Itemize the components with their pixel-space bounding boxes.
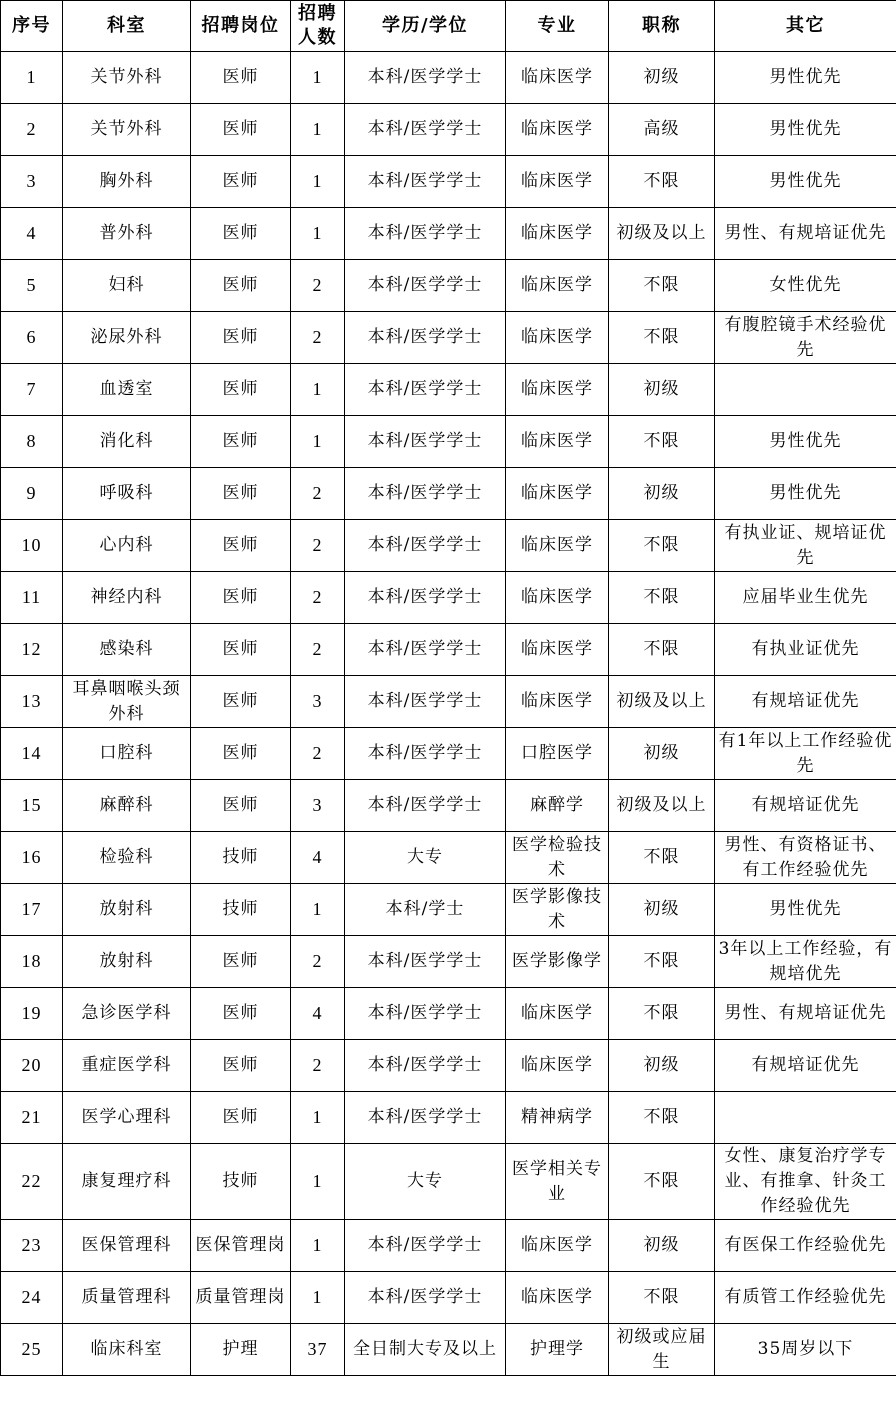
- cell-department: 关节外科: [63, 104, 191, 156]
- cell-department: 急诊医学科: [63, 988, 191, 1040]
- cell-seq: 17: [1, 884, 63, 936]
- cell-seq: 20: [1, 1040, 63, 1092]
- cell-major: 临床医学: [506, 364, 609, 416]
- cell-department: 质量管理科: [63, 1272, 191, 1324]
- table-row: [1, 520, 896, 572]
- cell-headcount: 1: [291, 52, 345, 104]
- cell-department: 检验科: [63, 832, 191, 884]
- cell-title: 初级: [609, 1220, 715, 1272]
- cell-title: 不限: [609, 988, 715, 1040]
- cell-headcount: 2: [291, 312, 345, 364]
- cell-position: 医师: [191, 104, 291, 156]
- cell-position: 医师: [191, 1040, 291, 1092]
- header-title: 职称: [609, 1, 715, 52]
- cell-seq: 14: [1, 728, 63, 780]
- cell-department: 血透室: [63, 364, 191, 416]
- cell-department: 心内科: [63, 520, 191, 572]
- cell-seq: 21: [1, 1092, 63, 1144]
- cell-headcount: 2: [291, 572, 345, 624]
- table-row: [1, 416, 896, 468]
- cell-title: 不限: [609, 260, 715, 312]
- cell-department: 康复理疗科: [63, 1144, 191, 1220]
- cell-seq: 13: [1, 676, 63, 728]
- cell-other: [715, 1092, 896, 1144]
- cell-seq: 16: [1, 832, 63, 884]
- cell-major: 临床医学: [506, 312, 609, 364]
- cell-other: 有规培证优先: [715, 676, 896, 728]
- cell-other: 男性优先: [715, 156, 896, 208]
- cell-headcount: 2: [291, 520, 345, 572]
- cell-department: 医保管理科: [63, 1220, 191, 1272]
- cell-title: 不限: [609, 1092, 715, 1144]
- cell-headcount: 1: [291, 208, 345, 260]
- cell-headcount: 1: [291, 416, 345, 468]
- cell-education: 本科/医学学士: [345, 52, 506, 104]
- cell-department: 临床科室: [63, 1324, 191, 1376]
- table-header-row: [1, 1, 896, 52]
- table-row: [1, 780, 896, 832]
- table-row: [1, 52, 896, 104]
- cell-education: 本科/学士: [345, 884, 506, 936]
- cell-seq: 22: [1, 1144, 63, 1220]
- table-row: [1, 936, 896, 988]
- cell-position: 医师: [191, 728, 291, 780]
- cell-department: 消化科: [63, 416, 191, 468]
- cell-headcount: 1: [291, 884, 345, 936]
- cell-other: 男性优先: [715, 104, 896, 156]
- cell-education: 全日制大专及以上: [345, 1324, 506, 1376]
- cell-department: 麻醉科: [63, 780, 191, 832]
- cell-major: 临床医学: [506, 624, 609, 676]
- cell-headcount: 1: [291, 1220, 345, 1272]
- cell-other: 有规培证优先: [715, 1040, 896, 1092]
- cell-education: 本科/医学学士: [345, 520, 506, 572]
- cell-position: 医师: [191, 416, 291, 468]
- table-row: [1, 1324, 896, 1376]
- cell-major: 临床医学: [506, 1220, 609, 1272]
- table-row: [1, 1040, 896, 1092]
- cell-department: 泌尿外科: [63, 312, 191, 364]
- cell-major: 临床医学: [506, 416, 609, 468]
- cell-title: 初级及以上: [609, 208, 715, 260]
- cell-position: 医师: [191, 1092, 291, 1144]
- table-row: [1, 208, 896, 260]
- cell-education: 大专: [345, 1144, 506, 1220]
- cell-other: 女性、康复治疗学专业、有推拿、针灸工作经验优先: [715, 1144, 896, 1220]
- cell-major: 临床医学: [506, 208, 609, 260]
- cell-major: 临床医学: [506, 156, 609, 208]
- cell-major: 医学相关专业: [506, 1144, 609, 1220]
- cell-other: 有规培证优先: [715, 780, 896, 832]
- cell-position: 医师: [191, 676, 291, 728]
- cell-title: 不限: [609, 1272, 715, 1324]
- header-headcount: 招聘人数: [291, 1, 345, 52]
- header-other: 其它: [715, 1, 896, 52]
- header-education: 学历/学位: [345, 1, 506, 52]
- cell-major: 临床医学: [506, 520, 609, 572]
- cell-headcount: 1: [291, 156, 345, 208]
- cell-title: 初级: [609, 728, 715, 780]
- cell-seq: 9: [1, 468, 63, 520]
- cell-major: 临床医学: [506, 468, 609, 520]
- cell-education: 本科/医学学士: [345, 260, 506, 312]
- cell-headcount: 1: [291, 364, 345, 416]
- cell-education: 本科/医学学士: [345, 104, 506, 156]
- cell-title: 高级: [609, 104, 715, 156]
- cell-major: 口腔医学: [506, 728, 609, 780]
- cell-title: 不限: [609, 832, 715, 884]
- cell-other: 有医保工作经验优先: [715, 1220, 896, 1272]
- cell-major: 临床医学: [506, 572, 609, 624]
- cell-position: 医师: [191, 52, 291, 104]
- cell-title: 初级及以上: [609, 676, 715, 728]
- cell-headcount: 2: [291, 260, 345, 312]
- table-row: [1, 260, 896, 312]
- cell-other: 有1年以上工作经验优先: [715, 728, 896, 780]
- cell-position: 技师: [191, 832, 291, 884]
- cell-seq: 6: [1, 312, 63, 364]
- cell-seq: 18: [1, 936, 63, 988]
- cell-major: 医学影像技术: [506, 884, 609, 936]
- header-seq: 序号: [1, 1, 63, 52]
- cell-position: 医师: [191, 156, 291, 208]
- cell-headcount: 4: [291, 832, 345, 884]
- cell-education: 本科/医学学士: [345, 572, 506, 624]
- cell-education: 本科/医学学士: [345, 468, 506, 520]
- cell-other: 男性、有规培证优先: [715, 208, 896, 260]
- cell-major: 临床医学: [506, 104, 609, 156]
- cell-seq: 7: [1, 364, 63, 416]
- cell-education: 本科/医学学士: [345, 1272, 506, 1324]
- cell-position: 医师: [191, 208, 291, 260]
- cell-department: 普外科: [63, 208, 191, 260]
- cell-position: 质量管理岗: [191, 1272, 291, 1324]
- cell-major: 临床医学: [506, 988, 609, 1040]
- cell-title: 初级: [609, 364, 715, 416]
- cell-seq: 5: [1, 260, 63, 312]
- table-body: [1, 52, 896, 1376]
- cell-title: 初级及以上: [609, 780, 715, 832]
- cell-other: 男性、有规培证优先: [715, 988, 896, 1040]
- cell-education: 本科/医学学士: [345, 364, 506, 416]
- cell-department: 耳鼻咽喉头颈外科: [63, 676, 191, 728]
- cell-seq: 23: [1, 1220, 63, 1272]
- table-row: [1, 1092, 896, 1144]
- cell-position: 技师: [191, 1144, 291, 1220]
- cell-department: 感染科: [63, 624, 191, 676]
- table-row: [1, 1144, 896, 1220]
- cell-seq: 10: [1, 520, 63, 572]
- cell-department: 放射科: [63, 936, 191, 988]
- cell-other: 男性优先: [715, 468, 896, 520]
- cell-position: 医师: [191, 468, 291, 520]
- cell-major: 精神病学: [506, 1092, 609, 1144]
- cell-education: 本科/医学学士: [345, 988, 506, 1040]
- cell-seq: 1: [1, 52, 63, 104]
- table-row: [1, 468, 896, 520]
- cell-department: 妇科: [63, 260, 191, 312]
- cell-other: 有质管工作经验优先: [715, 1272, 896, 1324]
- cell-headcount: 1: [291, 104, 345, 156]
- cell-title: 初级: [609, 52, 715, 104]
- cell-headcount: 2: [291, 1040, 345, 1092]
- cell-major: 临床医学: [506, 1040, 609, 1092]
- cell-other: 有腹腔镜手术经验优先: [715, 312, 896, 364]
- table-row: [1, 1220, 896, 1272]
- cell-seq: 15: [1, 780, 63, 832]
- cell-seq: 19: [1, 988, 63, 1040]
- cell-position: 医师: [191, 572, 291, 624]
- table-row: [1, 884, 896, 936]
- cell-department: 口腔科: [63, 728, 191, 780]
- header-department: 科室: [63, 1, 191, 52]
- header-position: 招聘岗位: [191, 1, 291, 52]
- cell-seq: 25: [1, 1324, 63, 1376]
- cell-major: 临床医学: [506, 676, 609, 728]
- cell-headcount: 2: [291, 624, 345, 676]
- cell-title: 不限: [609, 416, 715, 468]
- cell-other: 有执业证、规培证优先: [715, 520, 896, 572]
- cell-seq: 24: [1, 1272, 63, 1324]
- cell-position: 医师: [191, 936, 291, 988]
- cell-education: 本科/医学学士: [345, 312, 506, 364]
- cell-other: 3年以上工作经验，有规培优先: [715, 936, 896, 988]
- cell-headcount: 3: [291, 676, 345, 728]
- cell-position: 医师: [191, 520, 291, 572]
- cell-department: 神经内科: [63, 572, 191, 624]
- cell-title: 初级: [609, 1040, 715, 1092]
- header-major: 专业: [506, 1, 609, 52]
- cell-headcount: 1: [291, 1092, 345, 1144]
- cell-education: 本科/医学学士: [345, 780, 506, 832]
- cell-seq: 11: [1, 572, 63, 624]
- cell-major: 医学影像学: [506, 936, 609, 988]
- cell-position: 医师: [191, 780, 291, 832]
- cell-major: 临床医学: [506, 1272, 609, 1324]
- cell-department: 关节外科: [63, 52, 191, 104]
- cell-other: 男性、有资格证书、有工作经验优先: [715, 832, 896, 884]
- cell-other: 男性优先: [715, 416, 896, 468]
- cell-education: 本科/医学学士: [345, 416, 506, 468]
- cell-position: 技师: [191, 884, 291, 936]
- cell-education: 本科/医学学士: [345, 1220, 506, 1272]
- cell-education: 大专: [345, 832, 506, 884]
- cell-seq: 12: [1, 624, 63, 676]
- cell-headcount: 2: [291, 468, 345, 520]
- cell-other: 男性优先: [715, 884, 896, 936]
- cell-headcount: 1: [291, 1144, 345, 1220]
- cell-major: 麻醉学: [506, 780, 609, 832]
- table-row: [1, 1272, 896, 1324]
- table-row: [1, 624, 896, 676]
- cell-major: 医学检验技术: [506, 832, 609, 884]
- cell-title: 初级: [609, 468, 715, 520]
- cell-seq: 4: [1, 208, 63, 260]
- cell-department: 胸外科: [63, 156, 191, 208]
- table-row: [1, 156, 896, 208]
- cell-title: 初级: [609, 884, 715, 936]
- table-row: [1, 572, 896, 624]
- cell-headcount: 2: [291, 936, 345, 988]
- cell-department: 呼吸科: [63, 468, 191, 520]
- table-row: [1, 312, 896, 364]
- cell-position: 医师: [191, 260, 291, 312]
- cell-major: 护理学: [506, 1324, 609, 1376]
- cell-education: 本科/医学学士: [345, 208, 506, 260]
- cell-education: 本科/医学学士: [345, 728, 506, 780]
- cell-title: 不限: [609, 520, 715, 572]
- cell-title: 不限: [609, 936, 715, 988]
- cell-headcount: 3: [291, 780, 345, 832]
- table-row: [1, 676, 896, 728]
- cell-position: 医师: [191, 312, 291, 364]
- cell-department: 医学心理科: [63, 1092, 191, 1144]
- cell-other: 女性优先: [715, 260, 896, 312]
- cell-education: 本科/医学学士: [345, 156, 506, 208]
- cell-seq: 3: [1, 156, 63, 208]
- cell-position: 护理: [191, 1324, 291, 1376]
- cell-department: 放射科: [63, 884, 191, 936]
- cell-major: 临床医学: [506, 52, 609, 104]
- cell-other: [715, 364, 896, 416]
- table-row: [1, 832, 896, 884]
- table-row: [1, 104, 896, 156]
- cell-position: 医保管理岗: [191, 1220, 291, 1272]
- cell-title: 初级或应届生: [609, 1324, 715, 1376]
- cell-other: 35周岁以下: [715, 1324, 896, 1376]
- table-row: [1, 728, 896, 780]
- cell-education: 本科/医学学士: [345, 936, 506, 988]
- cell-seq: 2: [1, 104, 63, 156]
- cell-title: 不限: [609, 312, 715, 364]
- cell-other: 应届毕业生优先: [715, 572, 896, 624]
- cell-title: 不限: [609, 624, 715, 676]
- cell-position: 医师: [191, 364, 291, 416]
- cell-headcount: 1: [291, 1272, 345, 1324]
- cell-education: 本科/医学学士: [345, 1040, 506, 1092]
- cell-major: 临床医学: [506, 260, 609, 312]
- cell-education: 本科/医学学士: [345, 624, 506, 676]
- cell-headcount: 4: [291, 988, 345, 1040]
- cell-headcount: 37: [291, 1324, 345, 1376]
- cell-education: 本科/医学学士: [345, 1092, 506, 1144]
- cell-title: 不限: [609, 156, 715, 208]
- cell-other: 男性优先: [715, 52, 896, 104]
- cell-seq: 8: [1, 416, 63, 468]
- cell-position: 医师: [191, 624, 291, 676]
- cell-department: 重症医学科: [63, 1040, 191, 1092]
- table-row: [1, 364, 896, 416]
- cell-education: 本科/医学学士: [345, 676, 506, 728]
- cell-title: 不限: [609, 1144, 715, 1220]
- cell-headcount: 2: [291, 728, 345, 780]
- cell-title: 不限: [609, 572, 715, 624]
- cell-other: 有执业证优先: [715, 624, 896, 676]
- table-row: [1, 988, 896, 1040]
- cell-position: 医师: [191, 988, 291, 1040]
